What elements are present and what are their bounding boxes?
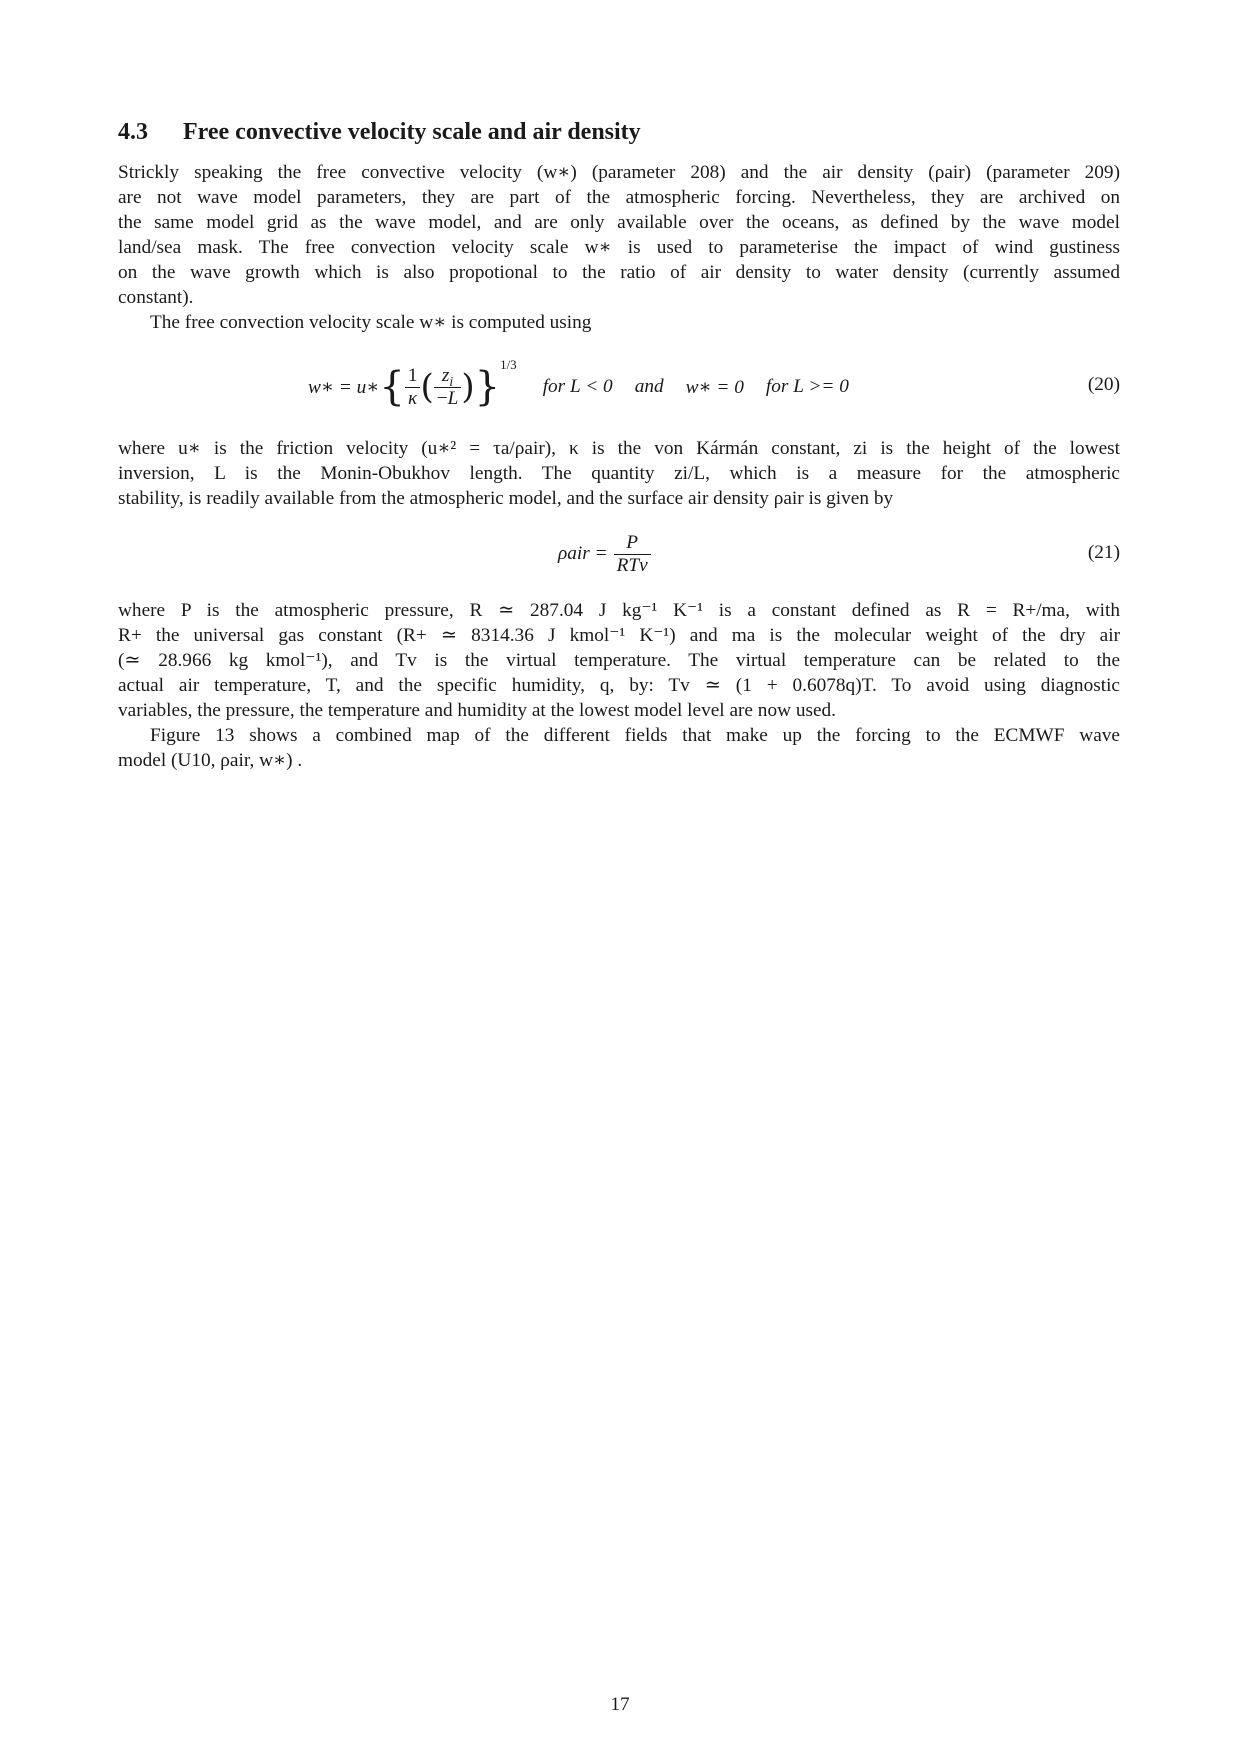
- left-paren: (: [420, 367, 434, 407]
- equation-connector: and: [634, 376, 664, 397]
- equation-condition-2: for L >= 0: [765, 376, 849, 397]
- fraction-p-over-rtv: [614, 532, 651, 577]
- section-number: 4.3: [118, 119, 148, 145]
- text-line: constant).: [118, 287, 194, 308]
- text-line: Strickly speaking the free convective velocity (w∗) (parameter 208) and the air density (ρair) (parameter 209): [118, 162, 1120, 183]
- section-heading: [118, 117, 641, 147]
- equation-20-body: [308, 352, 849, 422]
- text-line: land/sea mask. The free convection velocity scale w∗ is used to parameterise the impact of wind gustiness: [118, 237, 1120, 258]
- left-brace: {: [379, 364, 405, 410]
- paragraph-pressure: [118, 598, 1120, 723]
- equation-lhs: ρair =: [558, 543, 608, 564]
- paragraph-figure-reference: [118, 723, 1120, 773]
- right-paren: ): [461, 367, 475, 407]
- equation-20: [118, 352, 1120, 422]
- equation-21-body: [558, 526, 651, 582]
- fraction-numerator: P: [614, 532, 651, 555]
- text-line: the same model grid as the wave model, and are only available over the oceans, as defined by the wave model: [118, 212, 1120, 233]
- equation-condition-1: for L < 0: [542, 376, 613, 397]
- paragraph-intro: [118, 160, 1120, 310]
- text-line: variables, the pressure, the temperature and humidity at the lowest model level are now used.: [118, 700, 836, 721]
- page-number: 17: [610, 1694, 630, 1715]
- text-line: The free convection velocity scale w∗ is computed using: [150, 312, 592, 333]
- text-line: (≃ 28.966 kg kmol⁻¹), and Tv is the virtual temperature. The virtual temperature can be related to the: [118, 650, 1120, 671]
- equation-lhs: w∗ = u∗: [308, 377, 380, 398]
- text-line: inversion, L is the Monin-Obukhov length. The quantity zi/L, which is a measure for the atmospheric: [118, 463, 1120, 484]
- text-line: model (U10, ρair, w∗) .: [118, 750, 303, 771]
- equation-exponent: 1/3: [500, 357, 517, 372]
- fraction-one-over-kappa: $\frac{1}{\kappa}$: [405, 365, 421, 410]
- equation-21: [118, 526, 1120, 582]
- text-line: are not wave model parameters, they are part of the atmospheric forcing. Nevertheless, they are archived on: [118, 187, 1120, 208]
- text-line: actual air temperature, T, and the specific humidity, q, by: Tv ≃ (1 + 0.6078q)T. To avoid using diagnostic: [118, 675, 1120, 696]
- text-line: on the wave growth which is also propotional to the ratio of air density to water density (currently assumed: [118, 262, 1120, 283]
- paragraph-friction-velocity: [118, 436, 1120, 511]
- paragraph-computed-using: [118, 310, 1120, 335]
- text-line: where u∗ is the friction velocity (u∗² = τa/ρair), κ is the von Kármán constant, zi is the height of the lowest: [118, 438, 1120, 459]
- text-line: R+ the universal gas constant (R+ ≃ 8314.36 J kmol⁻¹ K⁻¹) and ma is the molecular weight of the dry air: [118, 625, 1120, 646]
- equation-rhs-2: w∗ = 0: [685, 377, 744, 398]
- fraction-zi-over-minus-L: $\frac{z_i}{-L}$: [434, 365, 462, 410]
- section-title: Free convective velocity scale and air density: [183, 119, 641, 145]
- equation-number: (20): [1087, 374, 1120, 395]
- text-line: Figure 13 shows a combined map of the different fields that make up the forcing to the ECMWF wave: [150, 725, 1120, 746]
- text-line: stability, is readily available from the atmospheric model, and the surface air density ρair is given by: [118, 488, 894, 509]
- right-brace: }: [474, 364, 501, 410]
- fraction-denominator: RTv: [616, 554, 648, 576]
- equation-number: (21): [1087, 542, 1120, 563]
- text-line: where P is the atmospheric pressure, R ≃ 287.04 J kg⁻¹ K⁻¹ is a constant defined as R = R+/ma, with: [118, 600, 1120, 621]
